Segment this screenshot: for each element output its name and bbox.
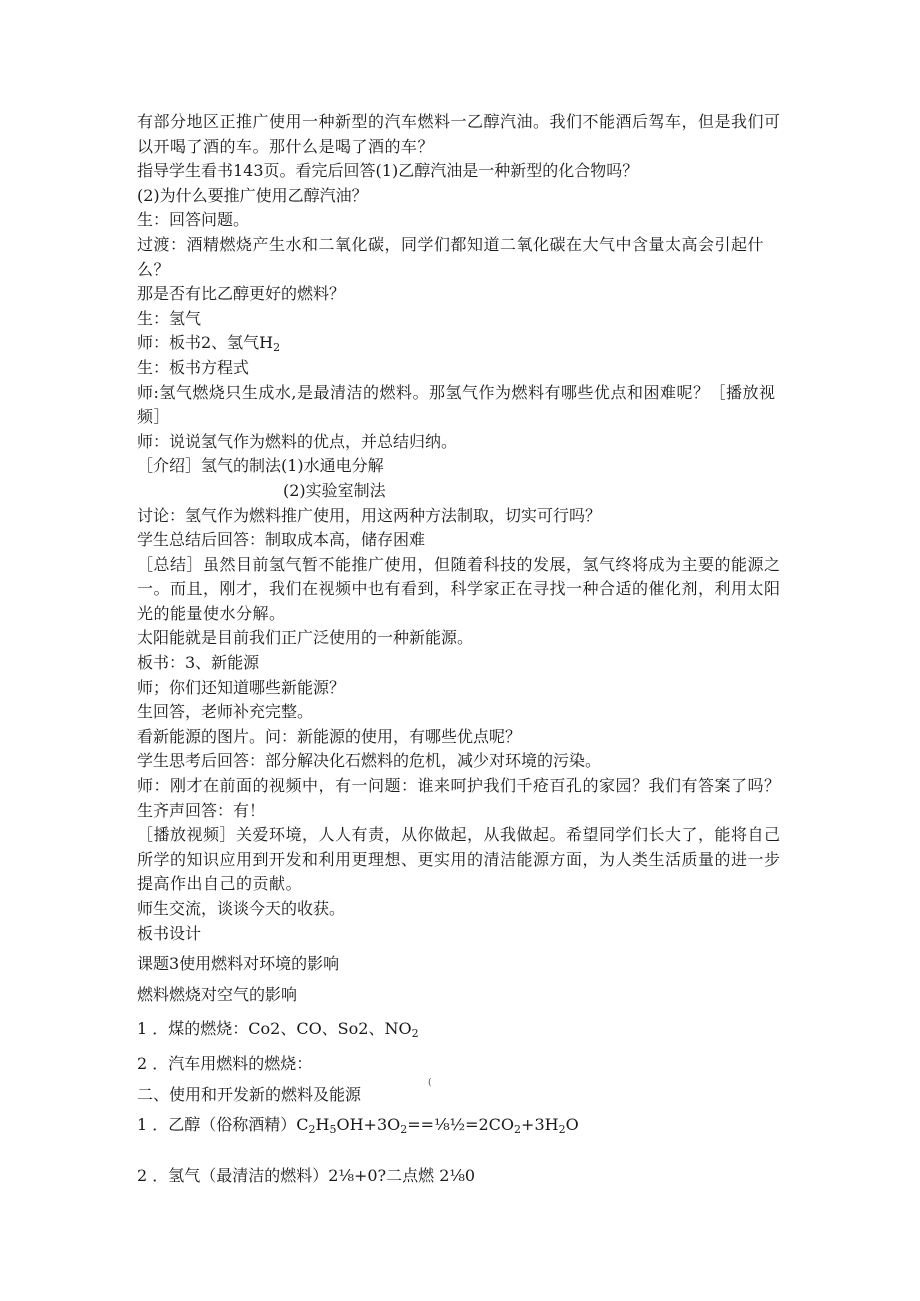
board-item-hydrogen: 2 ．氢气（最清洁的燃料）2⅛+0?二点燃 2⅛0	[137, 1165, 476, 1185]
paragraph-board-equation: 生：板书方程式	[137, 357, 250, 377]
paragraph-student-answer: 生：回答问题。	[137, 210, 250, 230]
paragraph-video-environment: ［播放视频］关爱环境，人人有责，从你做起，从我做起。希望同学们长大了，能将自己所学的知识应用到开发和利用更理想、更实用的清洁能源方面，为人类生活质量的进一步提高作出自己的贡献。	[137, 825, 781, 894]
subscript: 2	[308, 1123, 316, 1137]
paragraph-student-summary: 学生总结后回答：制取成本高，储存困难	[137, 530, 426, 550]
paragraph-teacher-complete: 生回答，老师补充完整。	[137, 702, 314, 722]
paragraph-read-book: 指导学生看书143页。看完后回答(1)乙醇汽油是一种新型的化合物吗？	[137, 161, 639, 181]
paragraph-pictures: 看新能源的图片。问：新能源的使用，有哪些优点呢？	[137, 726, 522, 746]
paragraph-board-new-energy: 板书：3、新能源	[137, 653, 260, 673]
subscript: 2	[273, 341, 281, 355]
paragraph-hydrogen-advantages: 师：说说氢气作为燃料的优点，并总结归纳。	[137, 431, 458, 451]
board-item-ethanol	[137, 1113, 787, 1138]
formula-part: 1 ．乙醇（俗称酒精）C	[137, 1115, 309, 1135]
paragraph-discussion: 讨论：氢气作为燃料推广使用，用这两种方法制取，切实可行吗？	[137, 505, 602, 525]
subscript: 5	[329, 1123, 337, 1137]
paragraph-lab-method: (2)实验室制法	[283, 480, 386, 500]
subscript: 2	[514, 1123, 522, 1137]
paragraph-better-fuel: 那是否有比乙醇更好的燃料？	[137, 284, 346, 304]
stray-mark: (	[428, 1078, 432, 1088]
paragraph-transition: 过渡：酒精燃烧产生水和二氧化碳，同学们都知道二氧化碳在大气中含量太高会引起什么？	[137, 234, 765, 279]
formula-part: ==⅛½=2CO	[407, 1115, 515, 1135]
board-item-coal	[137, 1017, 787, 1042]
subscript: 2	[400, 1123, 408, 1137]
paragraph-student-hydrogen: 生：氢气	[137, 308, 202, 328]
formula-part: O	[565, 1115, 579, 1135]
board-section-two: 二、使用和开发新的燃料及能源	[137, 1084, 362, 1104]
paragraph-exchange: 师生交流，谈谈今天的收获。	[137, 899, 346, 918]
board-section-one: 燃料燃烧对空气的影响	[137, 984, 298, 1004]
board-design-heading: 板书设计	[137, 923, 202, 943]
board-item-car-fuel: 2 ．汽车用燃料的燃烧：	[137, 1053, 313, 1073]
formula-part: H	[315, 1115, 330, 1135]
document-body	[137, 110, 787, 1188]
board-topic-title: 课题3使用燃料对环境的影响	[137, 954, 340, 974]
board-hydrogen-text: 师：板书2、氢气H	[137, 333, 274, 353]
paragraph-solar: 太阳能就是目前我们正广泛使用的一种新能源。	[137, 628, 474, 648]
paragraph-board-hydrogen	[137, 331, 787, 356]
subscript: 2	[558, 1123, 566, 1137]
paragraph-ethanol-gasoline: 有部分地区正推广使用一种新型的汽车燃料一乙醇汽油。我们不能酒后驾车，但是我们可以开喝了酒的车。那什么是喝了酒的车？	[137, 112, 781, 156]
paragraph-video-question: 师：刚才在前面的视频中，有一问题：谁来呵护我们千疮百孔的家园？我们有答案了吗？	[137, 776, 781, 796]
formula-part: +3H	[521, 1115, 559, 1135]
subscript: 2	[411, 1027, 419, 1041]
coal-text: 1 ．煤的燃烧：Co2、CO、So2、NO	[137, 1019, 412, 1039]
paragraph-hydrogen-video: 师:氢气燃烧只生成水,是最清洁的燃料。那氢气作为燃料有哪些优点和困难呢？［播放视频］	[137, 382, 776, 427]
formula-part: OH+3O	[336, 1115, 401, 1135]
paragraph-new-energy-question: 师；你们还知道哪些新能源？	[137, 677, 346, 697]
paragraph-chorus: 生齐声回答：有！	[137, 800, 266, 820]
paragraph-question-2: (2)为什么要推广使用乙醇汽油？	[137, 185, 368, 205]
paragraph-hydrogen-production: ［介绍］氢气的制法(1)水通电分解	[137, 456, 384, 476]
paragraph-student-think: 学生思考后回答：部分解决化石燃料的危机，减少对环境的污染。	[137, 751, 602, 771]
paragraph-summary: ［总结］虽然目前氢气暂不能推广使用，但随着科技的发展，氢气终将成为主要的能源之一。而且，刚才，我们在视频中也有看到，科学家正在寻找一种合适的催化剂，利用太阳光的能量使水分解。	[137, 554, 781, 623]
